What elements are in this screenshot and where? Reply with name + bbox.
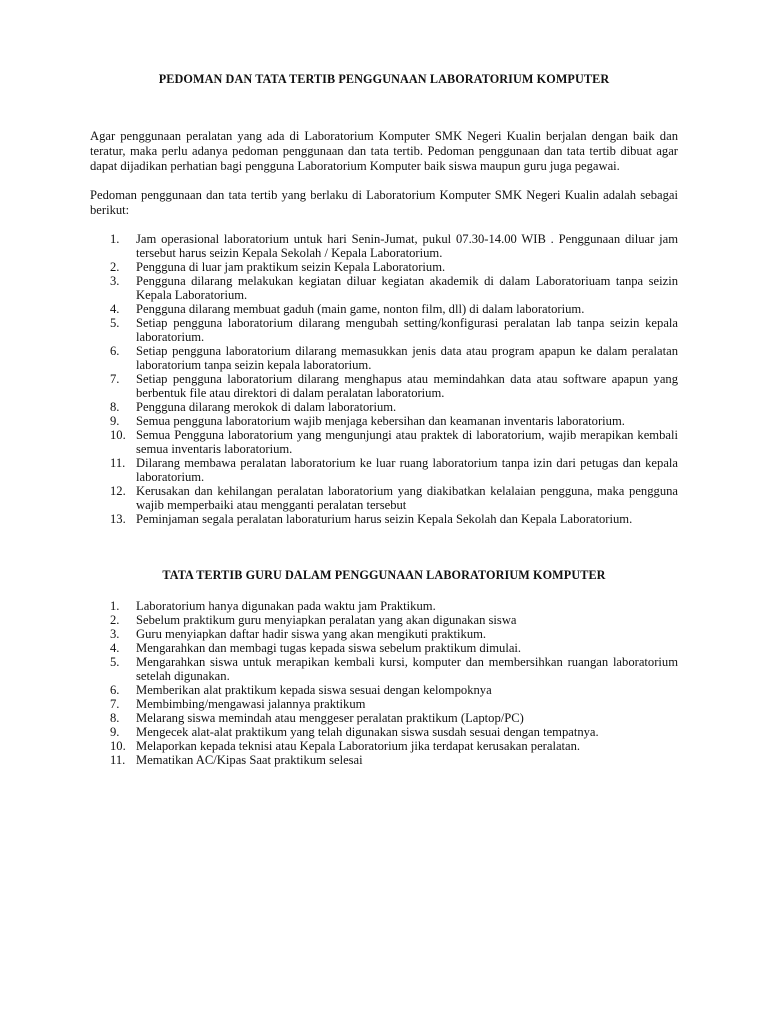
lead-paragraph: Pedoman penggunaan dan tata tertib yang berlaku di Laboratorium Komputer SMK Negeri Kualin adalah sebagai berikut: — [90, 188, 678, 217]
list-item-text: Guru menyiapkan daftar hadir siswa yang akan mengikuti praktikum. — [136, 627, 487, 641]
list-item-text: Dilarang membawa peralatan laboratorium ke luar ruang laboratorium tanpa izin dari petugas dan kepala laboratorium. — [136, 456, 678, 484]
list-item — [90, 655, 678, 683]
list-item-number: 7. — [110, 697, 120, 711]
list-item-text: Setiap pengguna laboratorium dilarang memasukkan jenis data atau program apapun ke dalam peralatan laboratorium tanpa seizin kepala laboratorium. — [136, 344, 678, 372]
list-item-text: Membimbing/mengawasi jalannya praktikum — [136, 697, 366, 711]
teacher-rules-list — [90, 599, 678, 767]
list-item-text: Melarang siswa memindah atau menggeser peralatan praktikum (Laptop/PC) — [136, 711, 524, 725]
list-item-text: Laboratorium hanya digunakan pada waktu jam Praktikum. — [136, 599, 436, 613]
list-item-number: 10. — [110, 428, 126, 442]
list-item-text: Pengguna dilarang membuat gaduh (main game, nonton film, dll) di dalam laboratorium. — [136, 302, 585, 316]
list-item-number: 2. — [110, 260, 120, 274]
list-item-number: 12. — [110, 484, 126, 498]
list-item — [90, 613, 678, 627]
list-item-number: 3. — [110, 627, 120, 641]
list-item-number: 9. — [110, 725, 120, 739]
list-item-text: Melaporkan kepada teknisi atau Kepala Laboratorium jika terdapat kerusakan peralatan. — [136, 739, 581, 753]
list-item-number: 6. — [110, 683, 120, 697]
list-item — [90, 232, 678, 260]
list-item — [90, 400, 678, 414]
list-item-number: 2. — [110, 613, 120, 627]
list-item-text: Mematikan AC/Kipas Saat praktikum selesai — [136, 753, 363, 767]
list-item-number: 6. — [110, 344, 120, 358]
list-item — [90, 260, 678, 274]
list-item — [90, 414, 678, 428]
list-item — [90, 599, 678, 613]
list-item-number: 4. — [110, 302, 120, 316]
list-item-number: 8. — [110, 400, 120, 414]
list-item — [90, 512, 678, 526]
section-title-teacher: TATA TERTIB GURU DALAM PENGGUNAAN LABORATORIUM KOMPUTER — [162, 568, 606, 582]
list-item-text: Pengguna dilarang merokok di dalam laboratorium. — [136, 400, 397, 414]
list-item-number: 9. — [110, 414, 120, 428]
list-item-number: 1. — [110, 599, 120, 613]
list-item-text: Semua Pengguna laboratorium yang mengunjungi atau praktek di laboratorium, wajib merapikan kembali semua inventaris laboratorium. — [136, 428, 678, 456]
list-item-text: Memberikan alat praktikum kepada siswa sesuai dengan kelompoknya — [136, 683, 492, 697]
list-item-number: 10. — [110, 739, 126, 753]
rules-list — [90, 232, 678, 526]
list-item — [90, 641, 678, 655]
list-item — [90, 372, 678, 400]
list-item-text: Setiap pengguna laboratorium dilarang menghapus atau memindahkan data atau software apapun yang berbentuk file atau direktori di dalam peralatan laboratorium. — [136, 372, 678, 400]
list-item — [90, 316, 678, 344]
list-item-text: Peminjaman segala peralatan laboraturium harus seizin Kepala Sekolah dan Kepala Laboratorium. — [136, 512, 633, 526]
list-item — [90, 697, 678, 711]
list-item — [90, 344, 678, 372]
list-item — [90, 627, 678, 641]
list-item — [90, 274, 678, 302]
list-item — [90, 725, 678, 739]
list-item — [90, 753, 678, 767]
list-item — [90, 302, 678, 316]
list-item-text: Mengarahkan dan membagi tugas kepada siswa sebelum praktikum dimulai. — [136, 641, 522, 655]
list-item-text: Setiap pengguna laboratorium dilarang mengubah setting/konfigurasi peralatan lab tanpa seizin kepala laboratorium. — [136, 316, 678, 344]
list-item — [90, 711, 678, 725]
list-item-number: 4. — [110, 641, 120, 655]
list-item — [90, 428, 678, 456]
intro-paragraph: Agar penggunaan peralatan yang ada di Laboratorium Komputer SMK Negeri Kualin berjalan dengan baik dan teratur, maka perlu adanya pedoman penggunaan dan tata tertib. Pedoman penggunaan dan tata tertib dibuat agar dapat dijadikan perhatian bagi pengguna Laboratorium Komputer baik siswa maupun guru juga pegawai. — [90, 129, 678, 173]
document-title: PEDOMAN DAN TATA TERTIB PENGGUNAAN LABORATORIUM KOMPUTER — [158, 72, 610, 86]
list-item-number: 1. — [110, 232, 120, 246]
list-item-number: 3. — [110, 274, 120, 288]
list-item-text: Jam operasional laboratorium untuk hari Senin-Jumat, pukul 07.30-14.00 WIB . Penggunaan diluar jam tersebut harus seizin Kepala Sekolah / Kepala Laboratorium. — [136, 232, 678, 260]
list-item-text: Mengecek alat-alat praktikum yang telah digunakan siswa susdah sesuai dengan tempatnya. — [136, 725, 599, 739]
list-item-number: 11. — [110, 456, 126, 470]
list-item-text: Sebelum praktikum guru menyiapkan peralatan yang akan digunakan siswa — [136, 613, 517, 627]
list-item-number: 5. — [110, 316, 120, 330]
list-item-text: Pengguna di luar jam praktikum seizin Kepala Laboratorium. — [136, 260, 446, 274]
list-item — [90, 683, 678, 697]
list-item-number: 11. — [110, 753, 126, 767]
list-item-number: 13. — [110, 512, 126, 526]
list-item-number: 8. — [110, 711, 120, 725]
list-item-number: 7. — [110, 372, 120, 386]
list-item-text: Kerusakan dan kehilangan peralatan laboratorium yang diakibatkan kelalaian pengguna, maka pengguna wajib memperbaiki atau mengganti peralatan tersebut — [136, 484, 678, 512]
list-item-text: Mengarahkan siswa untuk merapikan kembali kursi, komputer dan membersihkan ruangan laboratorium setelah digunakan. — [136, 655, 678, 683]
list-item — [90, 739, 678, 753]
list-item — [90, 456, 678, 484]
list-item — [90, 484, 678, 512]
list-item-text: Pengguna dilarang melakukan kegiatan diluar kegiatan akademik di dalam Laboratoriuam tanpa seizin Kepala Laboratorium. — [136, 274, 678, 302]
list-item-text: Semua pengguna laboratorium wajib menjaga kebersihan dan keamanan inventaris laboratorium. — [136, 414, 625, 428]
list-item-number: 5. — [110, 655, 120, 669]
